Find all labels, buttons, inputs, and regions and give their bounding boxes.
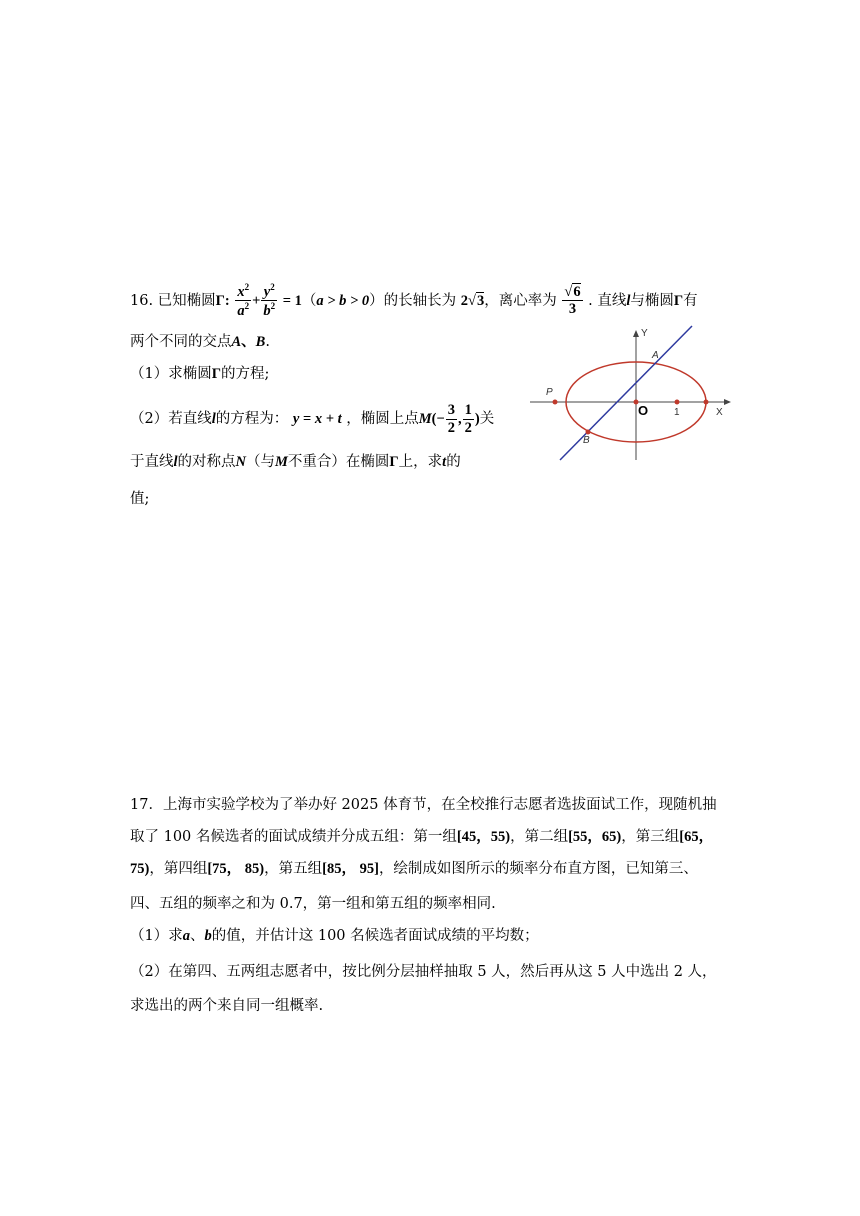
label-P: P xyxy=(546,387,553,398)
fraction-1-2: $\frac{1}{2}$ xyxy=(464,402,472,436)
y-axis-arrow-icon xyxy=(633,330,639,337)
line-equation: y = x + t xyxy=(292,411,342,427)
fraction-y2-b2: $\frac{y^2}{b^2}$ xyxy=(263,282,276,320)
label-X: X xyxy=(716,407,723,418)
q16-line1: 16. 已知椭圆Γ: $\frac{x^2}{a^2}$ + $\frac{y^2}{b^2}$ = 1（a > b > 0）的长轴长为 2√3，离心率为 $\frac{√6}{3}$ . 直线l与椭圆Γ有 xyxy=(130,282,698,320)
q17-part1: （1）求a、b的值，并估计这 100 名候选者面试成绩的平均数； xyxy=(130,928,539,944)
x-axis-arrow-icon xyxy=(724,399,731,405)
q16-part2-line2: 于直线l的对称点N（与M不重合）在椭圆Γ上，求t的 xyxy=(130,454,461,470)
point-B xyxy=(586,430,591,435)
q16-part1: （1）求椭圆Γ的方程; xyxy=(130,366,270,382)
line-l xyxy=(560,326,692,460)
q17-line3: 75)，第四组[75， 85)，第五组[85， 95]，绘制成如图所示的频率分布直方图，已知第三、 xyxy=(130,861,698,877)
gamma-symbol: Γ xyxy=(215,292,225,309)
q17-part2-line1: （2）在第四、五两组志愿者中，按比例分层抽样抽取 5 人，然后再从这 5 人中选出 2 人， xyxy=(130,964,717,980)
label-Y: Y xyxy=(641,328,648,339)
label-O: O xyxy=(638,403,649,418)
point-one xyxy=(675,400,680,405)
major-axis-length: 2√3 xyxy=(460,292,485,309)
label-1: 1 xyxy=(674,407,680,418)
q17-line4: 四、五组的频率之和为 0.7，第一组和第五组的频率相同. xyxy=(130,896,496,912)
q16-line2: 两个不同的交点A、B. xyxy=(130,334,270,350)
q16-part2-line3: 值; xyxy=(130,491,150,507)
q16-number: 16. xyxy=(130,292,154,309)
q17-line2: 取了 100 名候选者的面试成绩并分成五组：第一组[45，55)，第二组[55，65)，第三组[65， xyxy=(130,829,714,845)
fraction-3-2: $\frac{3}{2}$ xyxy=(447,402,455,436)
q16-part2-line1: （2）若直线l的方程为： y = x + t ，椭圆上点M(− $\frac{3}{2}$ , $\frac{1}{2}$ )关 xyxy=(130,402,495,436)
point-vertex-right xyxy=(704,400,709,405)
label-B: B xyxy=(583,435,590,446)
ellipse-condition: a > b > 0 xyxy=(316,292,370,309)
point-P xyxy=(553,400,558,405)
label-A: A xyxy=(652,350,659,361)
fraction-x2-a2: $\frac{x^2}{a^2}$ xyxy=(237,282,250,320)
q17-line1: 17．上海市实验学校为了举办好 2025 体育节，在全校推行志愿者选拔面试工作，现随机抽 xyxy=(130,797,717,813)
eccentricity-fraction: $\frac{√6}{3}$ xyxy=(564,283,581,318)
q17-part2-line2: 求选出的两个来自同一组概率. xyxy=(130,998,324,1014)
ellipse-figure xyxy=(525,322,737,464)
